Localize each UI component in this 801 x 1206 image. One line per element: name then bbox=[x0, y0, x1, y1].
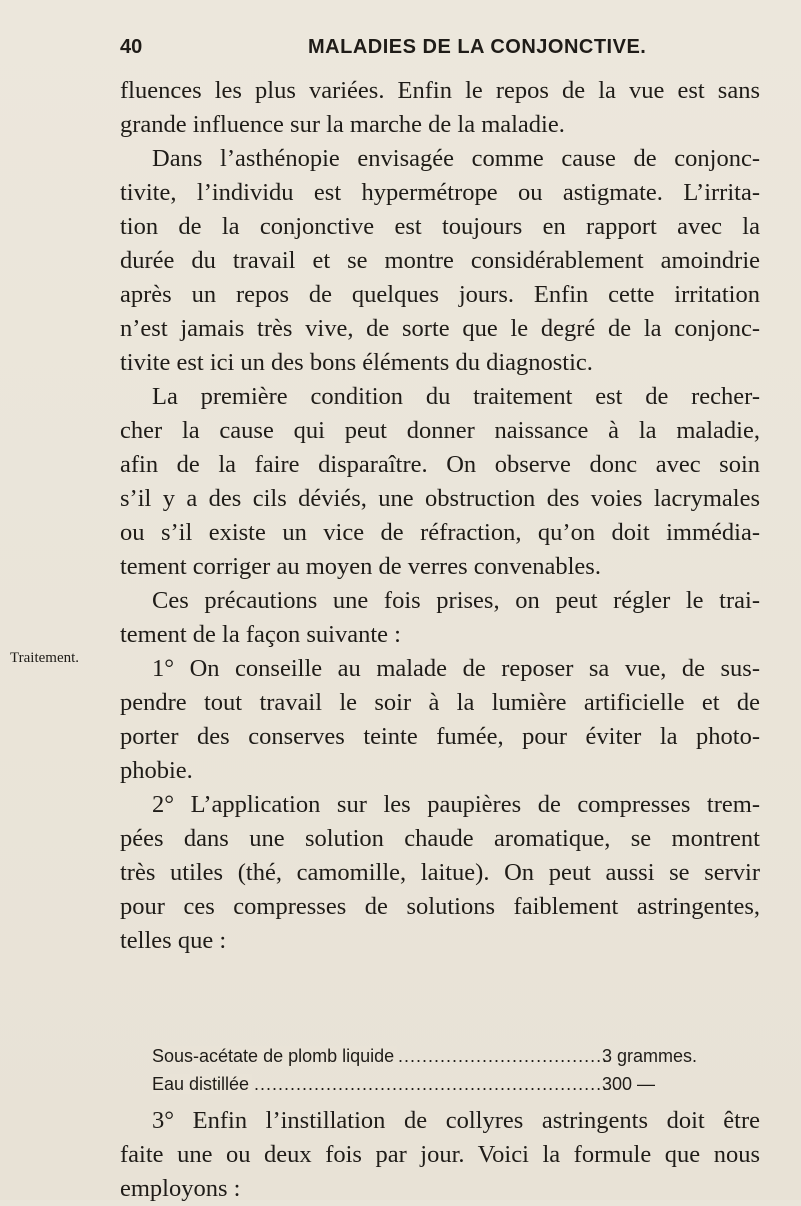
text-line: tivite est ici un des bons éléments du diagnostic. bbox=[120, 349, 593, 376]
page-number: 40 bbox=[120, 36, 143, 58]
text-line: tement de la façon suivante : bbox=[120, 621, 401, 648]
recipe-ingredient: Eau distillée bbox=[152, 1074, 252, 1094]
text-line: Dans l’asthénopie envisagée comme cause de conjonc- bbox=[152, 145, 760, 172]
text-line: fluences les plus variées. Enfin le repos de la vue est sans bbox=[120, 77, 760, 104]
text-line: durée du travail et se montre considérablement amoindrie bbox=[120, 247, 760, 274]
body-text bbox=[120, 74, 760, 958]
text-line: grande influence sur la marche de la maladie. bbox=[120, 111, 565, 138]
text-line: cher la cause qui peut donner naissance à la maladie, bbox=[120, 417, 760, 444]
recipe-row bbox=[152, 1070, 720, 1098]
margin-note-traitement: Traitement. bbox=[10, 650, 80, 666]
text-line: ou s’il existe un vice de réfraction, qu’on doit immédia- bbox=[120, 519, 760, 546]
text-line: tion de la conjonctive est toujours en rapport avec la bbox=[120, 213, 760, 240]
text-line: tivite, l’individu est hypermétrope ou astigmate. L’irrita- bbox=[120, 179, 760, 206]
recipe-quantity: 3 grammes. bbox=[602, 1046, 698, 1066]
text-line: 2° L’application sur les paupières de compresses trem- bbox=[152, 791, 760, 818]
text-line: tement corriger au moyen de verres convenables. bbox=[120, 553, 601, 580]
recipe-quantity: 300 — bbox=[602, 1074, 656, 1094]
text-line: employons : bbox=[120, 1175, 241, 1202]
recipe-row bbox=[152, 1042, 720, 1070]
text-line: pour ces compresses de solutions faiblement astringentes, bbox=[120, 893, 760, 920]
text-line: telles que : bbox=[120, 927, 227, 954]
page-header bbox=[120, 36, 761, 62]
text-line: très utiles (thé, camomille, laitue). On peut aussi se servir bbox=[120, 859, 760, 886]
text-line: n’est jamais très vive, de sorte que le degré de la conjonc- bbox=[120, 315, 760, 342]
text-line: faite une ou deux fois par jour. Voici la formule que nous bbox=[120, 1141, 760, 1168]
recipe-ingredient: Sous-acétate de plomb liquide bbox=[152, 1046, 397, 1066]
closing-text bbox=[120, 1104, 760, 1206]
text-line: porter des conserves teinte fumée, pour éviter la photo- bbox=[120, 723, 760, 750]
text-line: 1° On conseille au malade de reposer sa vue, de sus- bbox=[152, 655, 760, 682]
text-line: La première condition du traitement est de recher- bbox=[152, 383, 760, 410]
text-line: pendre tout travail le soir à la lumière artificielle et de bbox=[120, 689, 760, 716]
running-head: MALADIES DE LA CONJONCTIVE. bbox=[308, 36, 647, 58]
text-line: 3° Enfin l’instillation de collyres astringents doit être bbox=[152, 1107, 760, 1134]
text-line: Ces précautions une fois prises, on peut régler le trai- bbox=[152, 587, 760, 614]
text-line: s’il y a des cils déviés, une obstruction des voies lacrymales bbox=[120, 485, 760, 512]
text-line: phobie. bbox=[120, 757, 193, 784]
text-line: afin de la faire disparaître. On observe donc avec soin bbox=[120, 451, 760, 478]
text-line: après un repos de quelques jours. Enfin cette irritation bbox=[120, 281, 760, 308]
recipe-table bbox=[152, 1042, 720, 1098]
text-line: pées dans une solution chaude aromatique, se montrent bbox=[120, 825, 760, 852]
